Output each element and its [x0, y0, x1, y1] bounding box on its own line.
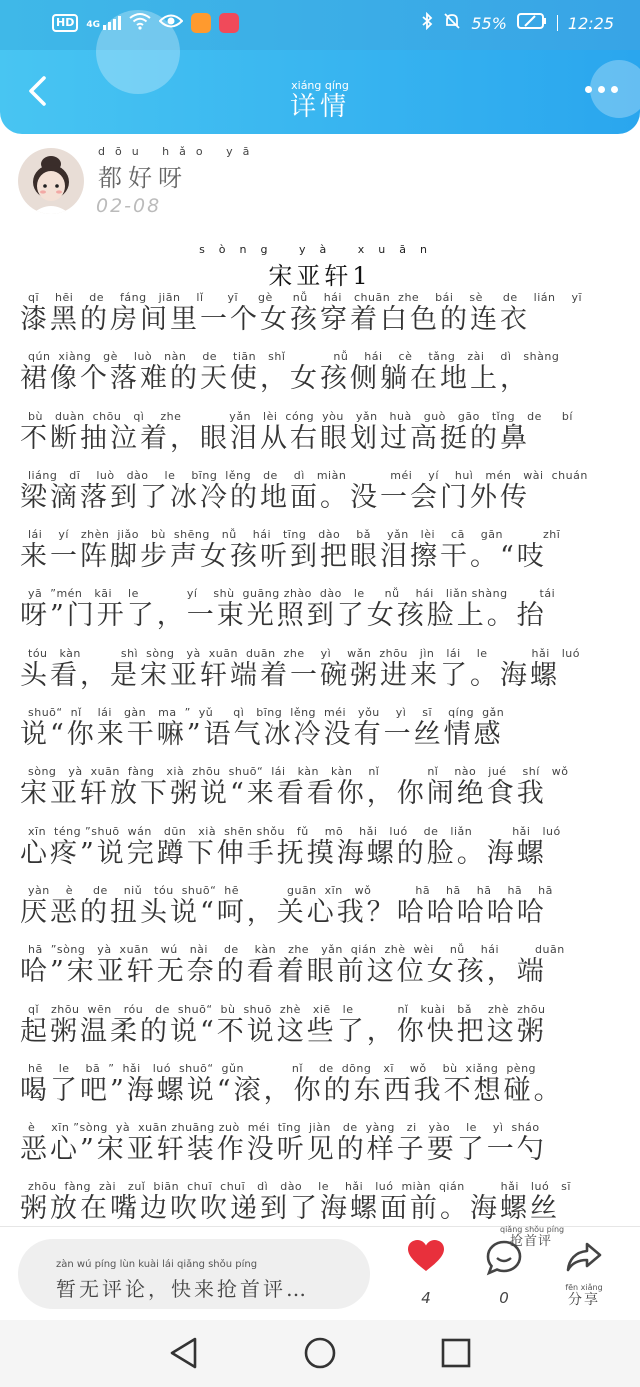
- line-text: 不断抽泣着，眼泪从右眼划过高挺的鼻: [20, 422, 530, 454]
- triangle-back-icon: [168, 1336, 200, 1370]
- line-pinyin: lái yí zhèn jiǎo bù shēng nǚ hái tīng dào bǎ yǎn lèi cā gān zhī: [28, 528, 561, 542]
- line-text: 说“你来干嘛”语气冰冷没有一丝情感: [20, 719, 504, 751]
- comment-input[interactable]: [18, 1239, 370, 1309]
- line-pinyin: qī hēi de fáng jiān lǐ yī gè nǚ hái chuān zhe bái sè de lián yī: [28, 291, 583, 304]
- line-text: 来一阵脚步声女孩听到把眼泪擦干。“吱: [20, 541, 547, 573]
- grab-pinyin: qiǎng shǒu píng: [500, 1225, 565, 1234]
- line-pinyin: sòng yà xuān fàng xià zhōu shuō“ lái kàn kàn nǐ nǐ nào jué shí wǒ: [28, 765, 569, 779]
- network-type: 4G: [86, 20, 100, 30]
- line-text: 梁滴落到了冰冷的地面。没一会门外传: [20, 481, 530, 513]
- story-line: [20, 351, 620, 410]
- page-title-text: 详情: [289, 92, 350, 122]
- status-divider: [557, 15, 558, 31]
- system-nav-bar: [0, 1320, 640, 1387]
- battery-icon: [517, 12, 547, 34]
- story-line: [20, 1063, 620, 1122]
- comment-button[interactable]: [484, 1239, 524, 1307]
- nav-recents-button[interactable]: [440, 1336, 472, 1374]
- grab-text: 抢首评: [509, 1234, 552, 1249]
- video-app-icon: [191, 13, 211, 33]
- story-line: [20, 826, 620, 885]
- line-text: 裙像个落难的天使，女孩侧躺在地上，: [20, 363, 530, 395]
- huawei-app-icon: [219, 13, 239, 33]
- story-line: [20, 648, 620, 707]
- comment-count: 0: [499, 1289, 509, 1307]
- nav-back-button[interactable]: [168, 1336, 200, 1374]
- author-pinyin: dōu hǎo yā: [98, 145, 260, 158]
- like-button[interactable]: [406, 1239, 446, 1307]
- grab-first-comment-label: [500, 1225, 565, 1249]
- line-text: 呀”门开了，一束光照到了女孩脸上。抬: [20, 600, 547, 632]
- line-pinyin: xīn téng ”shuō wán dūn xià shēn shǒu fǔ mō hǎi luó de liǎn hǎi luó: [28, 824, 561, 838]
- line-pinyin: yā ”mén kāi le yí shù guāng zhào dào le nǚ hái liǎn shàng tái: [28, 587, 556, 601]
- line-pinyin: zhōu fàng zài zuǐ biān chuī chuī dì dào le hǎi luó miàn qián hǎi luó sī: [28, 1180, 571, 1194]
- author-info: [98, 146, 259, 193]
- square-recents-icon: [440, 1336, 472, 1370]
- share-pinyin: fēn xiǎng: [565, 1283, 603, 1292]
- avatar[interactable]: [18, 148, 84, 214]
- line-text: 起粥温柔的说“不说这些了，你快把这粥: [20, 1015, 547, 1047]
- story-line: [20, 944, 620, 1003]
- page-title: [0, 80, 640, 122]
- story-body: [20, 292, 620, 1241]
- line-pinyin: tóu kàn shì sòng yà xuān duān zhe yì wǎn zhōu jìn lái le hǎi luó: [28, 646, 581, 660]
- line-text: 厌恶的扭头说“呵，关心我？哈哈哈哈哈: [20, 896, 547, 928]
- mute-bell-icon: [443, 12, 461, 34]
- hd-badge: HD: [52, 14, 78, 32]
- line-pinyin: yàn è de niǔ tóu shuō“ hē guān xīn wǒ hā hā hā hā hā: [28, 883, 553, 897]
- battery-percent: 55%: [471, 13, 507, 33]
- heart-icon: [407, 1239, 445, 1273]
- line-pinyin: qǐ zhōu wēn róu de shuō“ bù shuō zhè xiē le nǐ kuài bǎ zhè zhōu: [28, 1002, 546, 1016]
- line-pinyin: hā ”sòng yà xuān wú nài de kàn zhe yǎn qián zhè wèi nǚ hái duān: [28, 943, 565, 957]
- line-text: 恶心”宋亚轩装作没听见的样子要了一勺: [20, 1134, 547, 1166]
- line-pinyin: liáng dī luò dào le bīng lěng de dì miàn méi yí huì mén wài chuán: [28, 468, 588, 482]
- story-line: [20, 529, 620, 588]
- line-text: 宋亚轩放下粥说“来看看你，你闹绝食我: [20, 778, 547, 810]
- comment-placeholder: 暂无评论，快来抢首评…: [56, 1277, 309, 1301]
- header: [0, 50, 640, 134]
- line-text: 漆黑的房间里一个女孩穿着白色的连衣: [20, 304, 530, 335]
- story-line: [20, 1004, 620, 1063]
- share-arrow-icon: [565, 1241, 603, 1273]
- story-line: [20, 292, 620, 351]
- story-line: [20, 885, 620, 944]
- page-title-pinyin: xiáng qíng: [291, 79, 349, 92]
- story-line: [20, 707, 620, 766]
- line-text: 头看，是宋亚轩端着一碗粥进来了。海螺: [20, 659, 560, 691]
- story-title-text: 宋亚轩1: [268, 262, 372, 290]
- comment-pinyin: zàn wú píng lùn kuài lái qiǎng shǒu píng: [56, 1259, 258, 1270]
- story-title: [0, 244, 640, 291]
- share-button[interactable]: [562, 1241, 606, 1308]
- story-line: [20, 766, 620, 825]
- story-line: [20, 411, 620, 470]
- share-label: 分享: [568, 1292, 600, 1308]
- bluetooth-icon: [421, 12, 433, 34]
- story-line: [20, 1122, 620, 1181]
- more-dots-icon: [585, 86, 592, 93]
- line-text: 喝了吧”海螺说“滚，你的东西我不想碰。: [20, 1074, 564, 1106]
- line-pinyin: è xīn ”sòng yà xuān zhuāng zuò méi tīng jiàn de yàng zi yào le yì sháo: [28, 1121, 540, 1135]
- line-text: 粥放在嘴边吹吹递到了海螺面前。海螺丝: [20, 1193, 560, 1225]
- author-name[interactable]: 都好呀: [98, 164, 188, 192]
- story-line: [20, 470, 620, 529]
- line-text: 心疼”说完蹲下伸手抚摸海螺的脸。海螺: [20, 837, 547, 869]
- circle-home-icon: [303, 1336, 337, 1370]
- line-pinyin: hē le bā ” hǎi luó shuō“ gǔn nǐ de dōng xī wǒ bù xiǎng pèng: [28, 1061, 537, 1075]
- more-button[interactable]: [585, 86, 618, 93]
- clock: 12:25: [567, 13, 614, 33]
- line-text: 哈”宋亚轩无奈的看着眼前这位女孩，端: [20, 956, 547, 988]
- line-pinyin: shuō“ nǐ lái gàn ma ” yǔ qì bīng lěng méi yǒu yì sī qíng gǎn: [28, 706, 505, 720]
- story-title-pinyin: sòng yà xuān: [199, 243, 441, 256]
- bottom-action-bar: [0, 1227, 640, 1320]
- line-pinyin: bù duàn chōu qì zhe yǎn lèi cóng yòu yǎn huà guò gāo tǐng de bí: [28, 409, 573, 423]
- nav-home-button[interactable]: [303, 1336, 337, 1374]
- story-line: [20, 588, 620, 647]
- like-count: 4: [421, 1289, 431, 1307]
- status-right: [421, 12, 614, 34]
- post-date: 02-08: [96, 195, 162, 217]
- line-pinyin: qún xiàng gè luò nàn de tiān shǐ nǚ hái cè tǎng zài dì shàng: [28, 350, 560, 364]
